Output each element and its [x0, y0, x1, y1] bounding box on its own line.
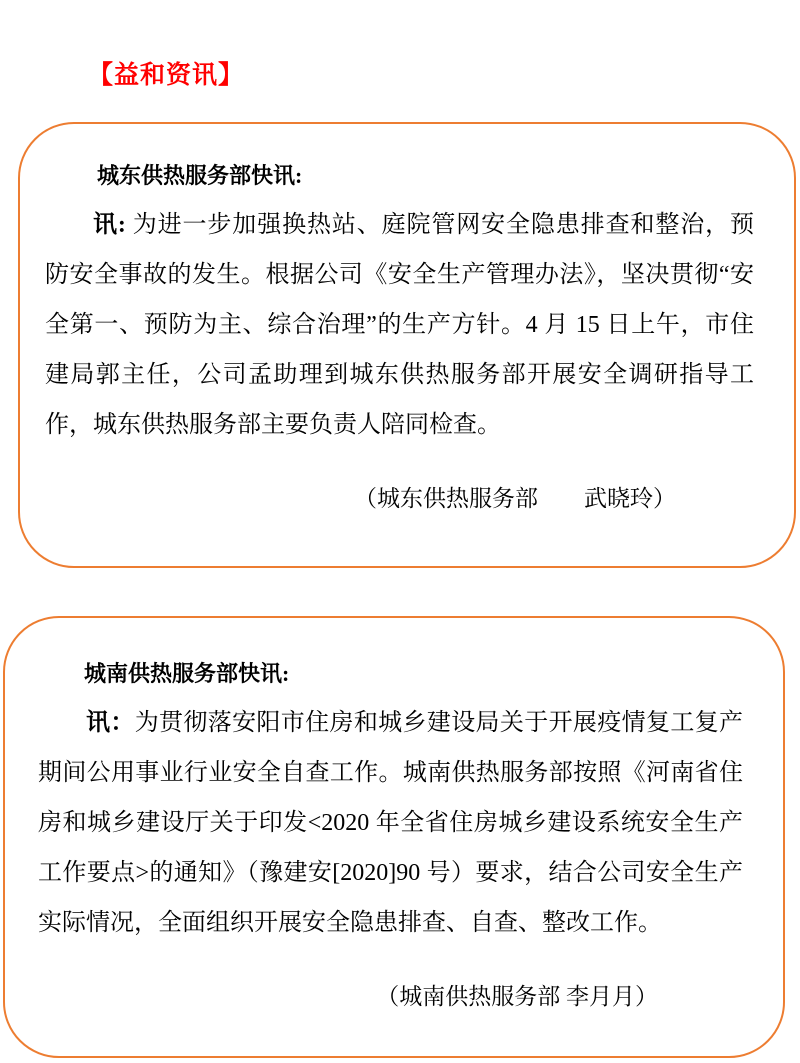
news-card-body — [38, 698, 743, 948]
news-body-text: 为进一步加强换热站、庭院管网安全隐患排查和整治，预防安全事故的发生。根据公司《安全生产管理办法》，坚决贯彻“安全第一、预防为主、综合治理”的生产方针。4 月 15 日上午，市住建局郭主任，公司孟助理到城东供热服务部开展安全调研指导工作，城东供热服务部主要负责人陪同检查。 — [45, 212, 754, 438]
news-card-title: 城东供热服务部快讯: — [97, 163, 303, 188]
news-lead: 讯： — [86, 710, 135, 736]
news-body-text: 为贯彻落安阳市住房和城乡建设局关于开展疫情复工复产期间公用事业行业安全自查工作。城南供热服务部按照《河南省住房和城乡建设厅关于印发<2020 年全省住房城乡建设系统安全生产工作要点>的通知》（豫建安[2020]90 号）要求，结合公司安全生产实际情况，全面组织开展安全隐患排查、自查、整改工作。 — [38, 710, 744, 936]
news-card-body — [45, 200, 754, 450]
news-card-chengnan — [3, 616, 785, 1058]
news-signature: （城南供热服务部 李月月） — [376, 984, 658, 1009]
news-card-title: 城南供热服务部快讯: — [84, 661, 290, 686]
news-signature: （城东供热服务部 武晓玲） — [354, 486, 676, 511]
news-card-chengdong — [18, 122, 796, 568]
newsletter-section-header: 【益和资讯】 — [88, 62, 245, 89]
news-lead: 讯: — [93, 212, 133, 238]
